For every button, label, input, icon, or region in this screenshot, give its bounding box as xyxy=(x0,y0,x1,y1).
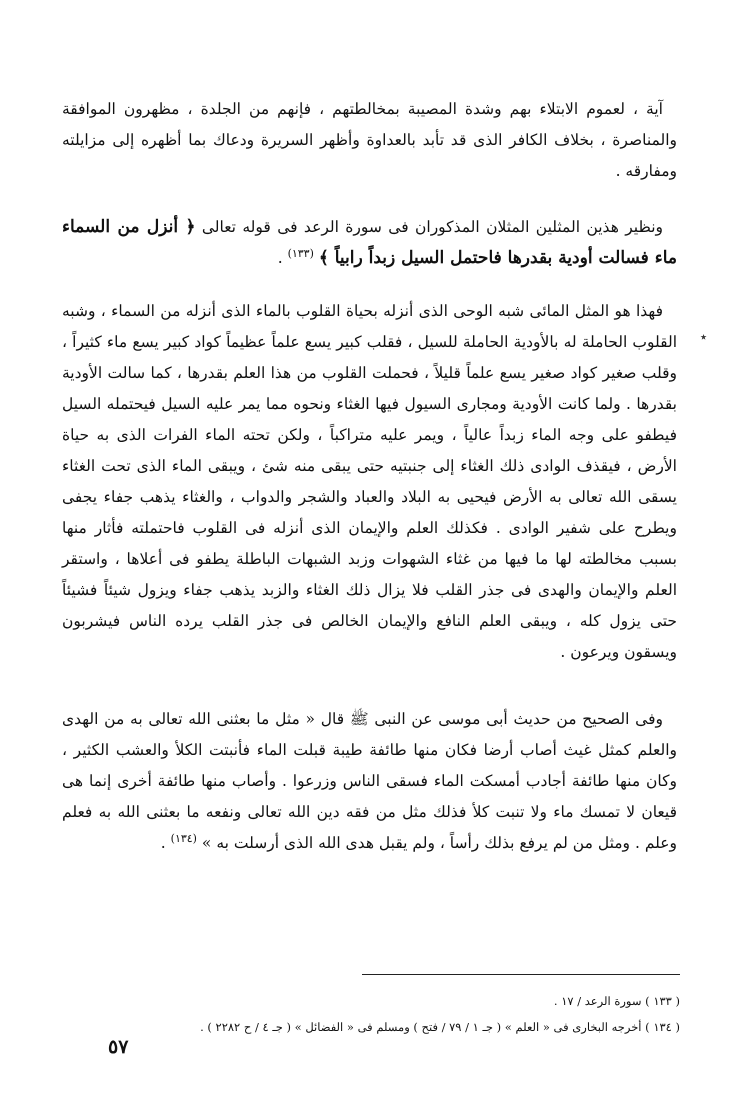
footnote-ref-134: (١٣٤) xyxy=(170,831,197,845)
paragraph-2-text xyxy=(62,212,677,274)
footnote-134: ( ١٣٤ ) أخرجه البخارى فى « العلم » ( جـ ١ / ٧٩ / فتح ) ومسلم فى « الفضائل » ( جـ ٤ / ح ٢٢٨٢ ) . xyxy=(200,1020,680,1034)
footnotes xyxy=(80,988,680,1040)
page-number: ٥٧ xyxy=(108,1036,129,1058)
paragraph-4 xyxy=(62,704,677,859)
footnote-133: ( ١٣٣ ) سورة الرعد / ١٧ . xyxy=(553,994,680,1008)
paragraph-3 xyxy=(62,296,677,668)
margin-mark: ٭ xyxy=(700,330,708,345)
paragraph-2-intro: ونظير هذين المثلين المثلان المذكوران فى سورة الرعد فى قوله تعالى xyxy=(201,218,663,236)
paragraph-1 xyxy=(62,94,677,187)
paragraph-4-end: . xyxy=(160,834,171,852)
hadith-text: وفى الصحيح من حديث أبى موسى عن النبى ﷺ قال « مثل ما بعثنى الله تعالى به من الهدى والعلم كمثل غيث أصاب أرضا فكان منها طائفة طيبة قبلت الماء فأنبتت الكلأ والعشب الكثير ، وكان منها طائفة أجادب أمسكت الماء فسقى الناس وزرعوا . وأصاب منها طائفة أخرى إنما هى قيعان لا تمسك ماء ولا تنبت كلأ فذلك مثل من فقه دين الله تعالى ونفعه ما بعثنى الله به فعلم وعلم . ومثل من لم يرفع بذلك رأساً ، ولم يقبل هدى الله الذى أرسلت به » xyxy=(62,710,677,852)
paragraph-4-text xyxy=(62,704,677,859)
footnote-divider xyxy=(362,974,680,975)
footnote-ref-133: (١٣٣) xyxy=(287,246,314,260)
paragraph-2 xyxy=(62,212,677,274)
paragraph-3-text: فهذا هو المثل المائى شبه الوحى الذى أنزله بحياة القلوب بالماء الذى أنزله من السماء ، وشبه القلوب الحاملة له بالأودية الحاملة للسيل ، فقلب كبير يسع علماً عظيماً كواد كبير يسع ماء كثيراً ، وقلب صغير كواد صغير يسع علماً قليلاً ، فحملت القلوب من هذا العلم بقدرها ، كما سالت الأودية بقدرها . ولما كانت الأودية ومجارى السيول فيها الغثاء ونحوه مما يمر عليه السيل فيحتمله السيل فيطفو على وجه الماء زبداً عالياً ، ويمر عليه متراكباً ، ولكن تحته الماء الفرات الذى به حياة الأرض ، فيقذف الوادى ذلك الغثاء إلى جنبتيه حتى يبقى منه شئ ، ويبقى الماء الذى تحت الغثاء يسقى الله تعالى به الأرض فيحيى به البلاد والعباد والشجر والدواب ، والغثاء يذهب جفاء يجفى ويطرح على شفير الوادى . فكذلك العلم والإيمان الذى أنزله فى القلوب فاحتملته فأثار منها بسبب مخالطته لها ما فيها من غثاء الشهوات وزبد الشبهات الباطلة يطفو فى أعلاها ، واستقر العلم والإيمان والهدى فى جذر القلب فلا يزال ذلك الغثاء والزبد يذهب جفاء ويزول شيئاً فشيئاً حتى يزول كله ، ويبقى العلم النافع والإيمان الخالص فى جذر القلب يرده الناس فيشربون ويسقون ويرعون . xyxy=(62,302,677,661)
paragraph-2-end: . xyxy=(277,249,288,267)
quran-verse: ﴿ أنزل من السماء ماء فسالت أودية بقدرها فاحتمل السيل زبداً رابياً ﴾ xyxy=(62,217,677,268)
paragraph-1-text: آية ، لعموم الابتلاء بهم وشدة المصيبة بمخالطتهم ، فإنهم من الجلدة ، مظهرون الموافقة والمناصرة ، بخلاف الكافر الذى قد تأبد بالعداوة وأظهر السريرة ودعاك بما أظهره إلى مزايلته ومفارقه . xyxy=(62,100,677,180)
